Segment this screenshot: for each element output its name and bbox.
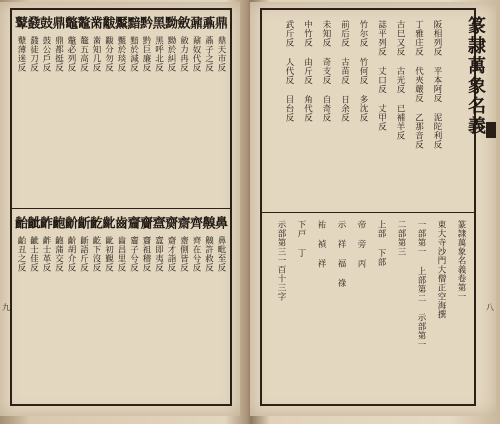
entry-head-char: 齗 (74, 216, 90, 229)
entry-head-char: 齋 (174, 216, 190, 229)
text-column: 黶於琰反 (116, 36, 126, 72)
entry-head-char: 鼙 (12, 16, 27, 29)
entry-head-char: 齍 (149, 216, 165, 229)
text-column: 齏子兮反 (128, 236, 139, 272)
text-column: 二部第三 (396, 220, 406, 256)
text-column: 齒昌里反 (116, 236, 126, 272)
text-column: 竹尔反 竹何反 多沈反 (358, 20, 368, 122)
entry-head-char: 鼻 (212, 216, 227, 229)
text-column: 齌才詣反 (166, 236, 176, 272)
text-column: 誌平列反 丈口反 丈甲反 (376, 20, 387, 131)
text-column: 武斤反 人代反 目台反 (284, 20, 294, 122)
text-column: 鼻毗至反 (216, 236, 226, 272)
text-column: 未知反 奇支反 自奇反 (321, 20, 331, 122)
entry-head-char: 黝 (162, 16, 177, 29)
text-column: 下戸 丁 (296, 220, 306, 258)
text-column: 黹知几反 (91, 36, 101, 72)
entry-head-char: 齒 (112, 216, 127, 229)
entry-head-char: 齌 (162, 216, 177, 229)
text-column: 鼗徒刀反 (28, 36, 39, 72)
text-column: 齝丑之反 (16, 236, 26, 272)
entry-head-char: 齝 (12, 216, 27, 229)
right-page-number: 八 (486, 303, 494, 312)
entry-head-char: 黯 (124, 16, 140, 29)
text-column: 齜士佳反 (28, 236, 39, 272)
right-page-divider (262, 212, 474, 213)
text-column: 上部 下部 (376, 220, 386, 267)
text-column: 齍即夷反 (153, 236, 164, 272)
entry-head-char: 鼓 (37, 16, 52, 29)
text-column: 鼙薄迷反 (16, 36, 26, 72)
entry-head-char: 齊 (187, 216, 202, 229)
text-column: 齘胡介反 (66, 236, 76, 272)
right-edge-tab (486, 122, 496, 138)
text-column: 中竹反 由斤反 角代反 (302, 20, 313, 122)
entry-head-char: 斂 (174, 16, 190, 29)
text-column: 黔巨廉反 (141, 36, 151, 72)
text-column: 祐 禎 祥 (316, 220, 326, 268)
entry-head-char: 鼎 (212, 16, 227, 29)
text-column: 古巳又反 古光反 已補羊反 (395, 20, 405, 140)
entry-head-char: 黹 (87, 16, 102, 29)
entry-head-char: 鼒 (199, 16, 215, 29)
text-column: 鼎都挺反 (53, 36, 64, 72)
left-page-number: 九 (2, 303, 10, 312)
text-column: 齔初覲反 (103, 236, 114, 272)
text-column: 阪相列反 平本阿反 泥陀利反 (432, 20, 442, 149)
text-column: 鼇五高反 (78, 36, 89, 72)
entry-head-char: 黻 (99, 16, 115, 29)
text-column: 齚士革反 (41, 236, 51, 272)
entry-head-char: 鼇 (74, 16, 90, 29)
entry-head-char: 黔 (137, 16, 152, 29)
left-page-divider (12, 208, 230, 209)
text-column: 齕下沒反 (91, 236, 101, 272)
left-page-frame (10, 8, 232, 406)
text-column: 示部第三一百十三字 (276, 220, 286, 301)
text-column: 黑呼北反 (153, 36, 164, 72)
entry-head-char: 黶 (112, 16, 127, 29)
text-column: 前后反 古苗反 日余反 (339, 20, 350, 122)
text-column: 齎祖稽反 (141, 236, 151, 272)
entry-head-char: 齚 (37, 216, 52, 229)
right-page-frame (260, 8, 476, 406)
entry-head-char: 齙 (49, 216, 65, 229)
entry-head-char: 齜 (24, 216, 40, 229)
entry-head-char: 齏 (124, 216, 140, 229)
text-column: 齊在兮反 (191, 236, 201, 272)
text-column: 黻分勿反 (103, 36, 114, 72)
entry-head-char: 鼗 (24, 16, 40, 29)
entry-head-char: 黑 (149, 16, 165, 29)
entry-head-char: 鼈 (62, 16, 77, 29)
text-column: 丁雅庄反 代夾嚴反 乙那音反 (413, 20, 424, 149)
text-column: 鼐奴代反 (191, 36, 201, 72)
text-column: 東大寺沙門大僧正空海撰 (436, 220, 446, 319)
entry-head-char: 齘 (62, 216, 77, 229)
left-page (0, 2, 240, 416)
entry-head-char: 齕 (87, 216, 102, 229)
right-page (250, 2, 496, 416)
entry-head-char: 齔 (99, 216, 115, 229)
text-column: 鼎天市反 (216, 36, 226, 72)
text-column: 鼒子之反 (203, 36, 214, 72)
text-column: 黝於糾反 (166, 36, 176, 72)
entry-head-char: 鼐 (187, 16, 202, 29)
text-column: 齙蒲交反 (53, 236, 64, 272)
text-column: 示 祥 福 祿 (336, 220, 346, 288)
entry-head-char: 鼎 (49, 16, 65, 29)
text-column: 斂力冉反 (178, 36, 189, 72)
entry-head-char: 齅 (199, 216, 215, 229)
text-column: 鼓公戶反 (41, 36, 51, 72)
entry-head-char: 齎 (137, 216, 152, 229)
text-column: 鼈必列反 (66, 36, 76, 72)
text-column: 黯於減反 (128, 36, 139, 72)
text-column: 齋側皆反 (178, 236, 189, 272)
text-column: 帝 旁 丙 (356, 220, 366, 268)
right-page-title: 篆隷萬象名義 (465, 16, 486, 136)
text-column: 齅許救反 (203, 236, 214, 272)
text-column: 篆隷萬象名義卷第一 (456, 220, 466, 301)
text-column: 一部第一 上部第二 示部第一 (416, 220, 426, 349)
text-column: 齗語斤反 (78, 236, 89, 272)
